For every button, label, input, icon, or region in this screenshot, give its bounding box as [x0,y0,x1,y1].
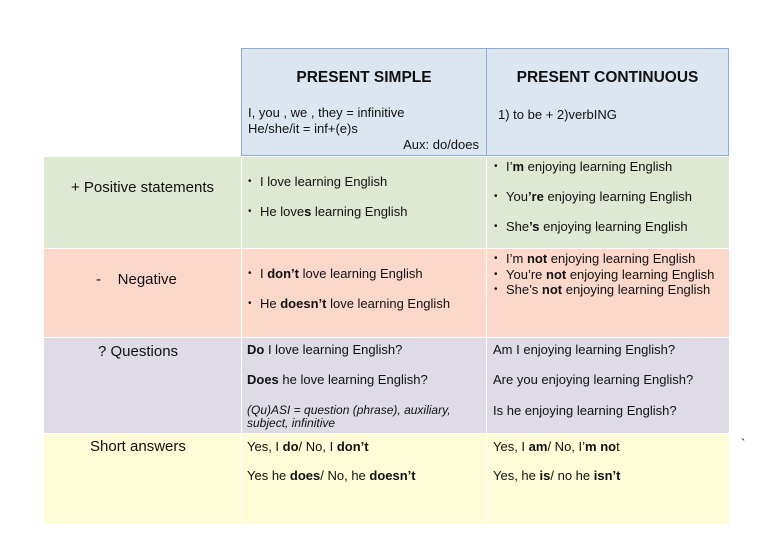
list-item: • He loves learning English [244,205,484,220]
short-continuous-1: Yes, I am/ No, I’m not [493,439,620,454]
positive-divider-2 [486,157,487,248]
short-simple-2: Yes he does/ No, he doesn’t [247,468,416,483]
row-questions [44,338,729,433]
negative-label: - Negative [96,271,177,288]
list-item: • You’re not enjoying learning English [490,268,718,283]
question-continuous-2: Are you enjoying learning English? [493,372,694,387]
short-answers-label: Short answers [90,438,186,455]
list-item: • You’re enjoying learning English [490,190,728,205]
present-simple-aux: Aux: do/does [403,137,479,152]
questions-divider [241,338,242,433]
row-short-answers [44,434,729,524]
header-present-simple [241,48,487,156]
questions-divider-2 [486,338,487,433]
negative-simple-list [244,267,484,311]
short-divider-2 [486,434,487,524]
positive-label: + Positive statements [71,179,214,196]
list-item: • I’m enjoying learning English [490,160,728,175]
positive-simple-list [244,175,484,219]
short-simple-1: Yes, I do/ No, I don’t [247,439,369,454]
negative-divider [241,249,242,337]
asi-rule-note: (Qu)ASI = question (phrase), auxiliary, subject, infinitive [247,403,451,430]
question-simple-1: Do I love learning English? [247,342,403,357]
question-continuous-1: Am I enjoying learning English? [493,342,676,357]
list-item: • I love learning English [244,175,484,190]
list-item: • I don’t love learning English [244,267,484,282]
question-simple-2: Does he love learning English? [247,372,428,387]
list-item: • He doesn’t love learning English [244,297,484,312]
short-divider [241,434,242,524]
present-simple-rule-2: He/she/it = inf+(e)s [248,121,358,136]
positive-divider [241,157,242,248]
present-continuous-title: PRESENT CONTINUOUS [516,69,699,86]
present-continuous-formula: 1) to be + 2)verbING [498,107,617,122]
header-present-continuous [486,48,729,156]
short-continuous-2: Yes, he is/ no he isn’t [493,468,621,483]
negative-divider-2 [486,249,487,337]
row-positive [44,157,729,248]
present-simple-title: PRESENT SIMPLE [296,69,432,86]
list-item: • She’s enjoying learning English [490,220,728,235]
list-item: • She’s not enjoying learning English [490,283,718,298]
stray-backtick: ` [741,436,746,451]
question-continuous-3: Is he enjoying learning English? [493,403,677,418]
present-simple-rule-1: I, you , we , they = infinitive [248,105,405,120]
positive-continuous-list [490,160,728,235]
row-negative [44,249,729,337]
list-item: • I’m not enjoying learning English [490,252,718,267]
negative-continuous-list [490,252,718,298]
questions-label: ? Questions [98,343,179,360]
